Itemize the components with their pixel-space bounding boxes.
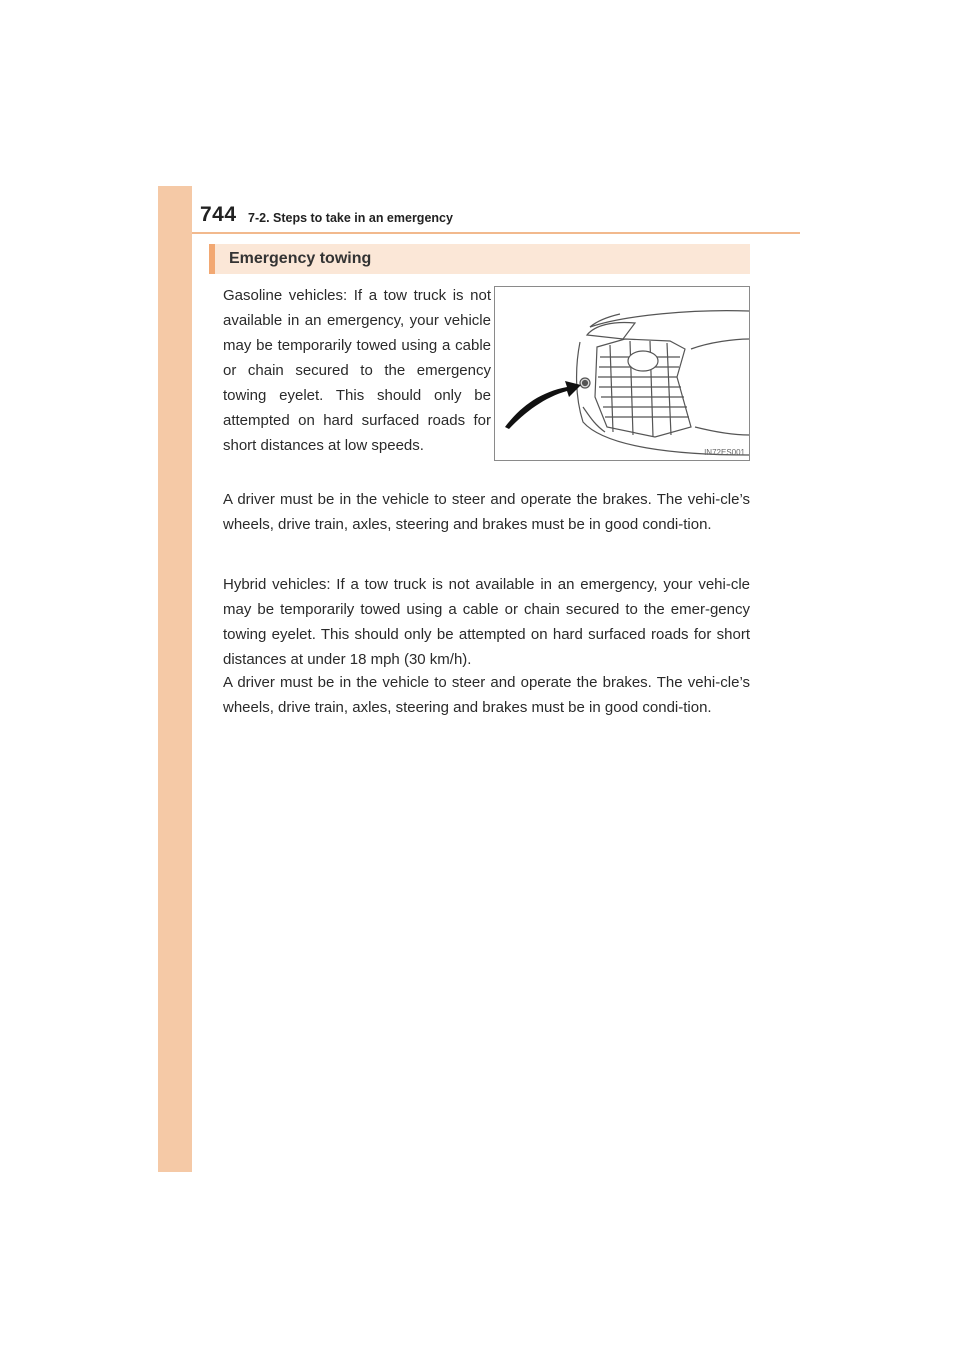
- section-title: Emergency towing: [229, 250, 372, 267]
- header-divider: [192, 232, 800, 234]
- paragraph-gasoline-vehicles: Gasoline vehicles: If a tow truck is not available in an emergency, your vehicle may be temporarily towed using a cable or chain secured to the emergency towing eyelet. This should only be attempted on hard surfaced roads for short distances at low speeds.: [223, 287, 491, 454]
- towing-eyelet-illustration: [494, 286, 750, 461]
- page-number: 744: [200, 203, 237, 226]
- side-color-strip: [158, 186, 192, 1172]
- paragraph-hybrid-vehicles: Hybrid vehicles: If a tow truck is not available in an emergency, your vehi-cle may be temporarily towed using a cable or chain secured to the emer-gency towing eyelet. This should only be attempted on hard surfaced roads for short distances at under 18 mph (30 km/h).: [223, 576, 750, 668]
- paragraph-driver-requirement-1: A driver must be in the vehicle to steer and operate the brakes. The vehi-cle’s wheels, drive train, axles, steering and brakes must be in good condi-tion.: [223, 491, 750, 533]
- chapter-title: 7-2. Steps to take in an emergency: [248, 211, 453, 225]
- paragraph-driver-requirement-2: A driver must be in the vehicle to steer and operate the brakes. The vehi-cle’s wheels, drive train, axles, steering and brakes must be in good condi-tion.: [223, 674, 750, 716]
- car-front-drawing: [495, 287, 749, 460]
- section-heading-box: [209, 244, 750, 274]
- figure-code: IN72ES001: [704, 448, 745, 457]
